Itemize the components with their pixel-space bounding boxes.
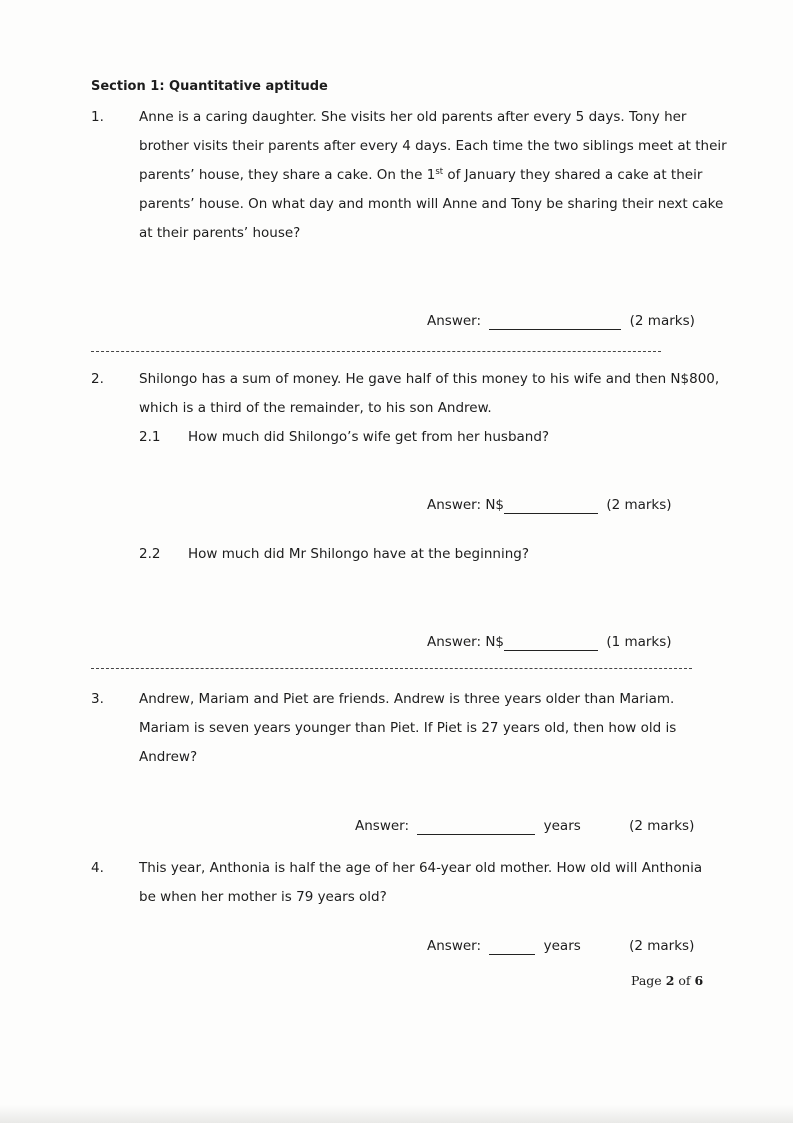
question-text-line: This year, Anthonia is half the age of her 64-year old mother. How old will Anthonia [139,860,703,876]
subquestion-text: How much did Shilongo’s wife get from her husband? [188,429,550,445]
scan-edge [0,1105,793,1123]
question-text-line: at their parents’ house? [139,225,301,241]
marks-label: (2 marks) [629,313,695,329]
question-text-line: parents’ house. On what day and month will Anne and Tony be sharing their next cake [139,196,724,212]
question-number: 1. [91,109,104,125]
question-text-line: Andrew? [139,749,198,765]
subquestion-text: How much did Mr Shilongo have at the beginning? [188,546,530,562]
answer-blank[interactable] [489,938,535,955]
page-number: Page 2 of 6 [631,973,704,988]
answer-label: Answer: [427,313,482,329]
question-text-line: Andrew, Mariam and Piet are friends. Andrew is three years older than Mariam. [139,691,675,707]
answer-label: Answer: N$ [427,634,505,650]
answer-label: Answer: N$ [427,497,505,513]
answer-blank[interactable] [417,818,535,835]
ordinal-superscript: st [435,167,444,177]
question-text-line: Mariam is seven years younger than Piet. If Piet is 27 years old, then how old is [139,720,677,736]
question-text-line: be when her mother is 79 years old? [139,889,387,905]
marks-label: (2 marks) [606,497,672,513]
marks-label: (2 marks) [629,938,695,954]
subquestion-number: 2.1 [139,429,161,445]
question-number: 2. [91,371,104,387]
question-text-line: which is a third of the remainder, to his son Andrew. [139,400,492,416]
answer-row [355,818,694,835]
answer-row [427,634,672,651]
answer-blank[interactable] [489,313,621,330]
answer-label: Answer: [355,818,410,834]
question-text-line: Anne is a caring daughter. She visits her old parents after every 5 days. Tony her [139,109,687,125]
subquestion-number: 2.2 [139,546,161,562]
section-divider [91,351,661,352]
unit-label: years [543,938,581,954]
question-text-line: brother visits their parents after every 4 days. Each time the two siblings meet at their [139,138,727,154]
answer-row [427,938,694,955]
unit-label: years [543,818,581,834]
section-divider [91,668,692,669]
question-text-line: parents’ house, they share a cake. On the 1st of January they shared a cake at their [139,167,703,183]
answer-blank[interactable] [504,497,598,514]
question-text-line: Shilongo has a sum of money. He gave half of this money to his wife and then N$800, [139,371,720,387]
marks-label: (2 marks) [629,818,695,834]
question-number: 3. [91,691,104,707]
answer-label: Answer: [427,938,482,954]
answer-row [427,313,695,330]
answer-row [427,497,672,514]
answer-blank[interactable] [504,634,598,651]
marks-label: (1 marks) [606,634,672,650]
question-number: 4. [91,860,104,876]
section-title: Section 1: Quantitative aptitude [91,79,328,94]
